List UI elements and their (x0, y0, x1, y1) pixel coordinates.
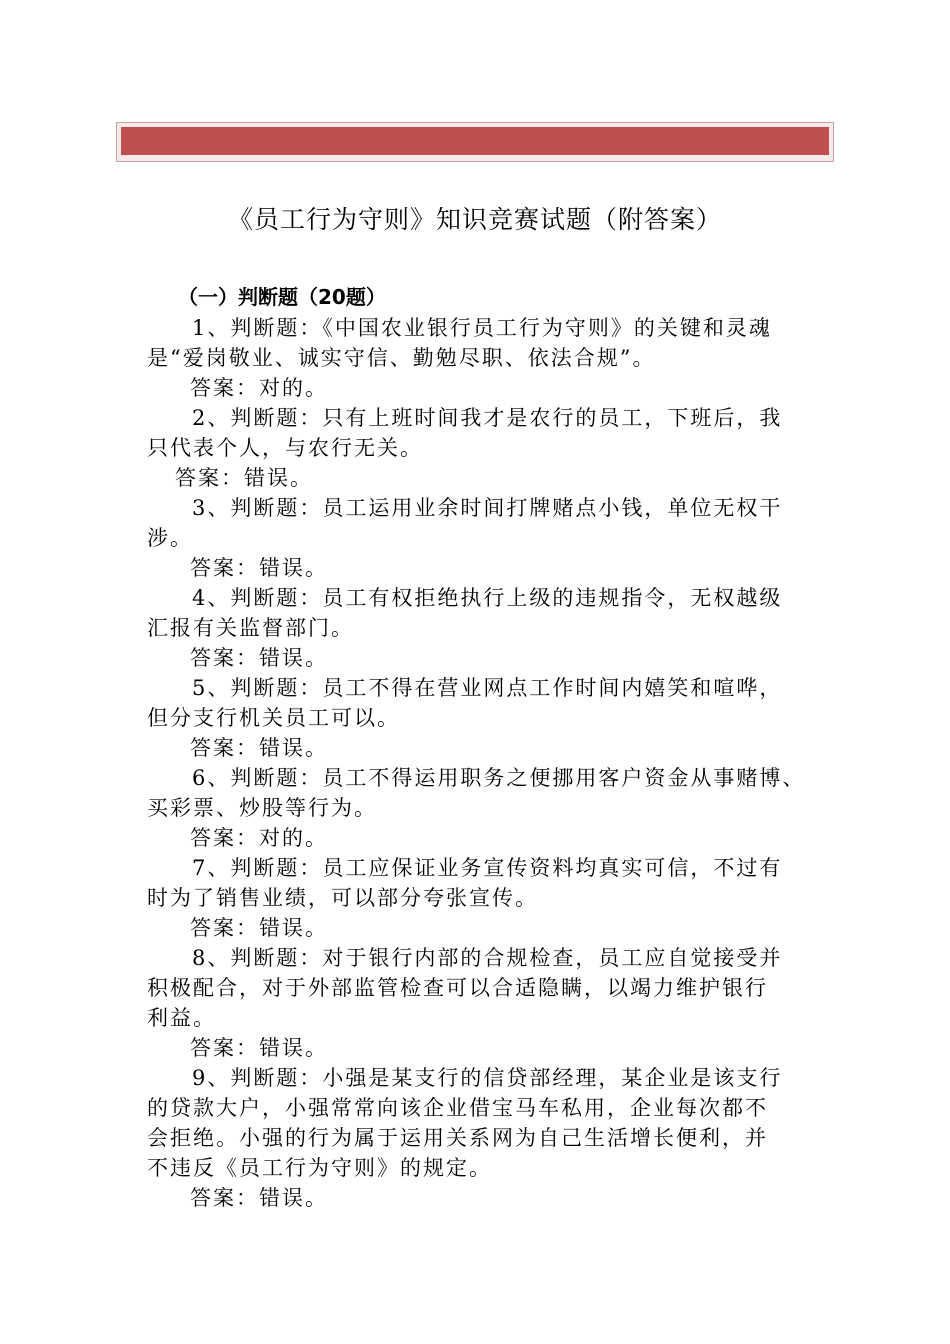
question-9-line-2: 的贷款大户，小强常常向该企业借宝马车私用，企业每次都不 (147, 1096, 768, 1120)
question-2-answer: 答案：错误。 (175, 466, 313, 490)
question-8-line-2: 积极配合，对于外部监管检查可以合适隐瞒，以竭力维护银行 (147, 976, 768, 1000)
question-9-line-1: 9、判断题：小强是某支行的信贷部经理，某企业是该支行 (192, 1066, 783, 1090)
question-8-line-1: 8、判断题：对于银行内部的合规检查，员工应自觉接受并 (192, 946, 783, 970)
question-8-answer: 答案：错误。 (190, 1036, 328, 1060)
question-4-line-1: 4、判断题：员工有权拒绝执行上级的违规指令，无权越级 (192, 586, 783, 610)
header-banner-bar (121, 127, 829, 155)
question-7-line-2: 时为了销售业绩，可以部分夸张宣传。 (147, 886, 538, 910)
question-1-answer: 答案：对的。 (190, 376, 328, 400)
question-5-answer: 答案：错误。 (190, 736, 328, 760)
question-2-line-1: 2、判断题：只有上班时间我才是农行的员工，下班后，我 (192, 406, 783, 430)
question-5-line-2: 但分支行机关员工可以。 (147, 706, 400, 730)
question-2-line-2: 只代表个人，与农行无关。 (147, 436, 423, 460)
document-title: 《员工行为守则》知识竞赛试题（附答案） (227, 205, 722, 234)
question-6-line-2: 买彩票、炒股等行为。 (147, 796, 377, 820)
question-4-line-2: 汇报有关监督部门。 (147, 616, 354, 640)
question-1-line-1: 1、判断题：《中国农业银行员工行为守则》的关键和灵魂 (192, 316, 772, 340)
question-9-answer: 答案：错误。 (190, 1186, 328, 1210)
section-heading: （一）判断题（20题） (178, 285, 386, 309)
question-7-line-1: 7、判断题：员工应保证业务宣传资料均真实可信，不过有 (192, 856, 783, 880)
question-9-line-3: 会拒绝。小强的行为属于运用关系网为自己生活增长便利，并 (147, 1126, 768, 1150)
header-banner (116, 122, 834, 162)
question-6-answer: 答案：对的。 (190, 826, 328, 850)
question-3-answer: 答案：错误。 (190, 556, 328, 580)
question-3-line-1: 3、判断题：员工运用业余时间打牌赌点小钱，单位无权干 (192, 496, 783, 520)
question-7-answer: 答案：错误。 (190, 916, 328, 940)
question-6-line-1: 6、判断题：员工不得运用职务之便挪用客户资金从事赌博、 (192, 766, 806, 790)
question-4-answer: 答案：错误。 (190, 646, 328, 670)
question-8-line-3: 利益。 (147, 1006, 216, 1030)
question-1-line-2: 是“爱岗敬业、诚实守信、勤勉尽职、依法合规”。 (147, 346, 656, 370)
question-5-line-1: 5、判断题：员工不得在营业网点工作时间内嬉笑和喧哗， (192, 676, 783, 700)
question-9-line-4: 不违反《员工行为守则》的规定。 (147, 1156, 492, 1180)
question-3-line-2: 涉。 (147, 526, 193, 550)
